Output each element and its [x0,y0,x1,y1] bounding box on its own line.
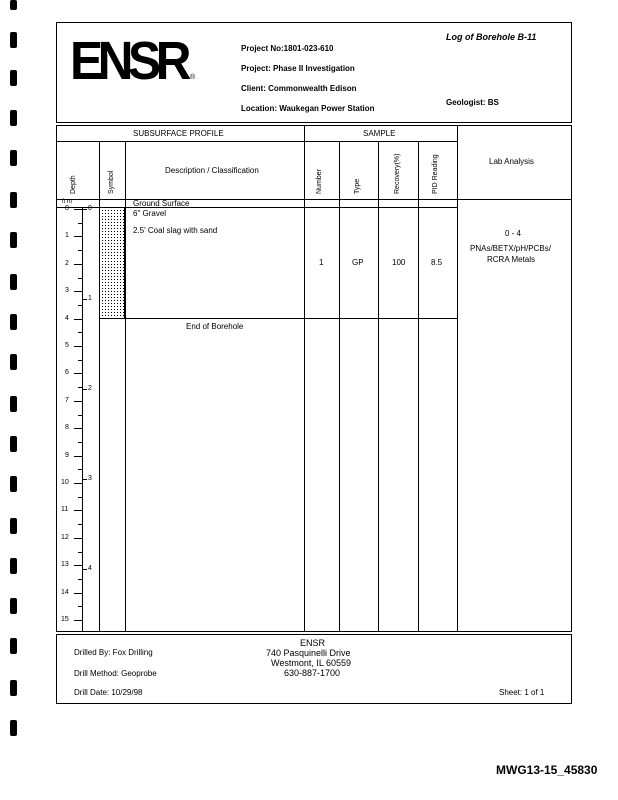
depth-ft-tick [74,373,82,374]
divider [99,141,100,632]
depth-ft-tick [74,565,82,566]
depth-minor-tick [78,606,82,607]
depth-minor-tick [78,442,82,443]
registered-mark-icon: ® [190,74,196,81]
depth-m-tick [82,479,87,480]
sample-type: GP [352,258,364,267]
divider [457,125,458,632]
binder-hole [10,518,17,534]
depth-ft-label: 14 [61,588,69,596]
location: Location: Waukegan Power Station [241,104,375,113]
depth-ft-label: 10 [61,479,69,486]
binder-hole [10,150,17,166]
binder-hole [10,354,17,370]
divider [124,207,125,318]
depth-ft-tick [74,620,82,621]
type-header: Type [354,178,361,194]
depth-ft-tick [74,264,82,265]
footer-company: ENSR [300,638,326,648]
sample-recovery: 100 [392,258,406,267]
document-id: MWG13-15_45830 [496,763,598,777]
depth-ft-tick [74,538,82,539]
binder-hole [10,720,17,736]
depth-m-tick [82,299,87,300]
lab-analytes-line1: PNAs/BETX/pH/PCBs/ [470,244,551,253]
depth-m-label: 1 [88,294,92,302]
depth-ft-tick [74,456,82,457]
recovery-header: Recovery(%) [394,153,401,194]
depth-ft-label: 4 [65,314,69,322]
binder-hole [10,110,17,126]
depth-header: Depth [70,175,77,194]
depth-ft-label: 1 [65,232,69,240]
geologist: Geologist: BS [446,98,499,107]
binder-hole [10,232,17,248]
depth-ft-label: 0 [65,205,69,212]
depth-m-tick [82,209,87,210]
depth-ft-tick [74,593,82,594]
binder-hole [10,638,17,654]
divider [378,141,379,632]
depth-ft-tick [74,209,82,210]
depth-ft-label: 15 [61,616,69,623]
number-header: Number [316,169,323,194]
depth-ft-label: 13 [61,561,69,569]
depth-minor-tick [78,223,82,224]
depth-minor-tick [78,332,82,333]
ensr-logo: ENSR [70,31,186,91]
divider [418,141,419,632]
binder-hole [10,0,17,10]
depth-m-label: 3 [88,474,92,482]
depth-units: ft m [62,199,72,205]
depth-ft-tick [74,401,82,402]
depth-ft-tick [74,428,82,429]
divider [125,141,126,632]
project-number: Project No:1801-023-610 [241,44,334,53]
ground-surface: Ground Surface [133,199,190,208]
depth-minor-tick [78,278,82,279]
depth-ft-label: 9 [65,451,69,459]
pid-header: PID Reading [432,154,439,194]
divider [339,141,340,632]
depth-ft-label: 2 [65,259,69,267]
depth-m-tick [82,569,87,570]
depth-minor-tick [78,469,82,470]
depth-ft-label: 7 [65,396,69,404]
depth-ft-tick [74,346,82,347]
lab-interval: 0 - 4 [505,229,522,238]
depth-minor-tick [78,250,82,251]
project-name: Project: Phase II Investigation [241,64,355,73]
depth-ft-tick [74,319,82,320]
depth-m-label: 2 [88,384,92,392]
depth-minor-tick [78,497,82,498]
sheet-number: Sheet: 1 of 1 [499,688,545,697]
log-title: Log of Borehole B-11 [446,32,537,42]
sample-pid: 8.5 [431,258,443,267]
binder-hole [10,476,17,492]
binder-hole [10,680,17,696]
drill-method: Drill Method: Geoprobe [74,669,157,678]
depth-minor-tick [78,579,82,580]
subsurface-profile-header: SUBSURFACE PROFILE [133,129,224,138]
depth-ft-label: 5 [65,342,69,349]
footer-address1: 740 Pasquinelli Drive [266,648,351,658]
symbol-header: Symbol [108,170,115,194]
binder-hole [10,436,17,452]
depth-minor-tick [78,305,82,306]
footer-phone: 630-887-1700 [284,668,341,678]
binder-hole [10,598,17,614]
description-header: Description / Classification [165,166,259,175]
depth-minor-tick [78,415,82,416]
end-of-borehole: End of Borehole [186,322,244,331]
depth-minor-tick [78,552,82,553]
lab-analytes-line2: RCRA Metals [487,255,536,264]
divider [56,207,457,208]
layer-coal-slag: 2.5' Coal slag with sand [133,226,218,235]
depth-minor-tick [78,524,82,525]
sample-header: SAMPLE [363,129,396,138]
sample-number: 1 [319,258,324,267]
depth-ft-tick [74,236,82,237]
footer-address2: Westmont, IL 60559 [271,658,352,668]
layer-gravel: 6" Gravel [133,209,167,218]
depth-ft-label: 12 [61,533,69,541]
depth-m-label: 4 [88,564,92,572]
depth-ft-tick [74,483,82,484]
depth-m-label: 0 [88,205,92,212]
binder-hole [10,274,17,290]
binder-hole [10,396,17,412]
depth-minor-tick [78,360,82,361]
binder-hole [10,314,17,330]
client: Client: Commonwealth Edison [241,84,357,93]
drill-date: Drill Date: 10/29/98 [74,688,143,697]
depth-ft-label: 6 [65,369,69,377]
drilled-by: Drilled By: Fox Drilling [74,648,153,657]
depth-ft-tick [74,510,82,511]
binder-hole [10,32,17,48]
end-of-borehole-line [99,318,457,319]
binder-hole [10,192,17,208]
binder-hole [10,70,17,86]
divider [56,141,457,142]
depth-ft-label: 3 [65,287,69,295]
gravel-slag-symbol [101,209,124,318]
divider [304,125,305,632]
depth-ft-label: 8 [65,424,69,432]
depth-ft-label: 11 [61,506,69,514]
depth-ft-tick [74,291,82,292]
binder-hole [10,558,17,574]
depth-m-tick [82,389,87,390]
lab-analysis-header: Lab Analysis [489,157,534,166]
